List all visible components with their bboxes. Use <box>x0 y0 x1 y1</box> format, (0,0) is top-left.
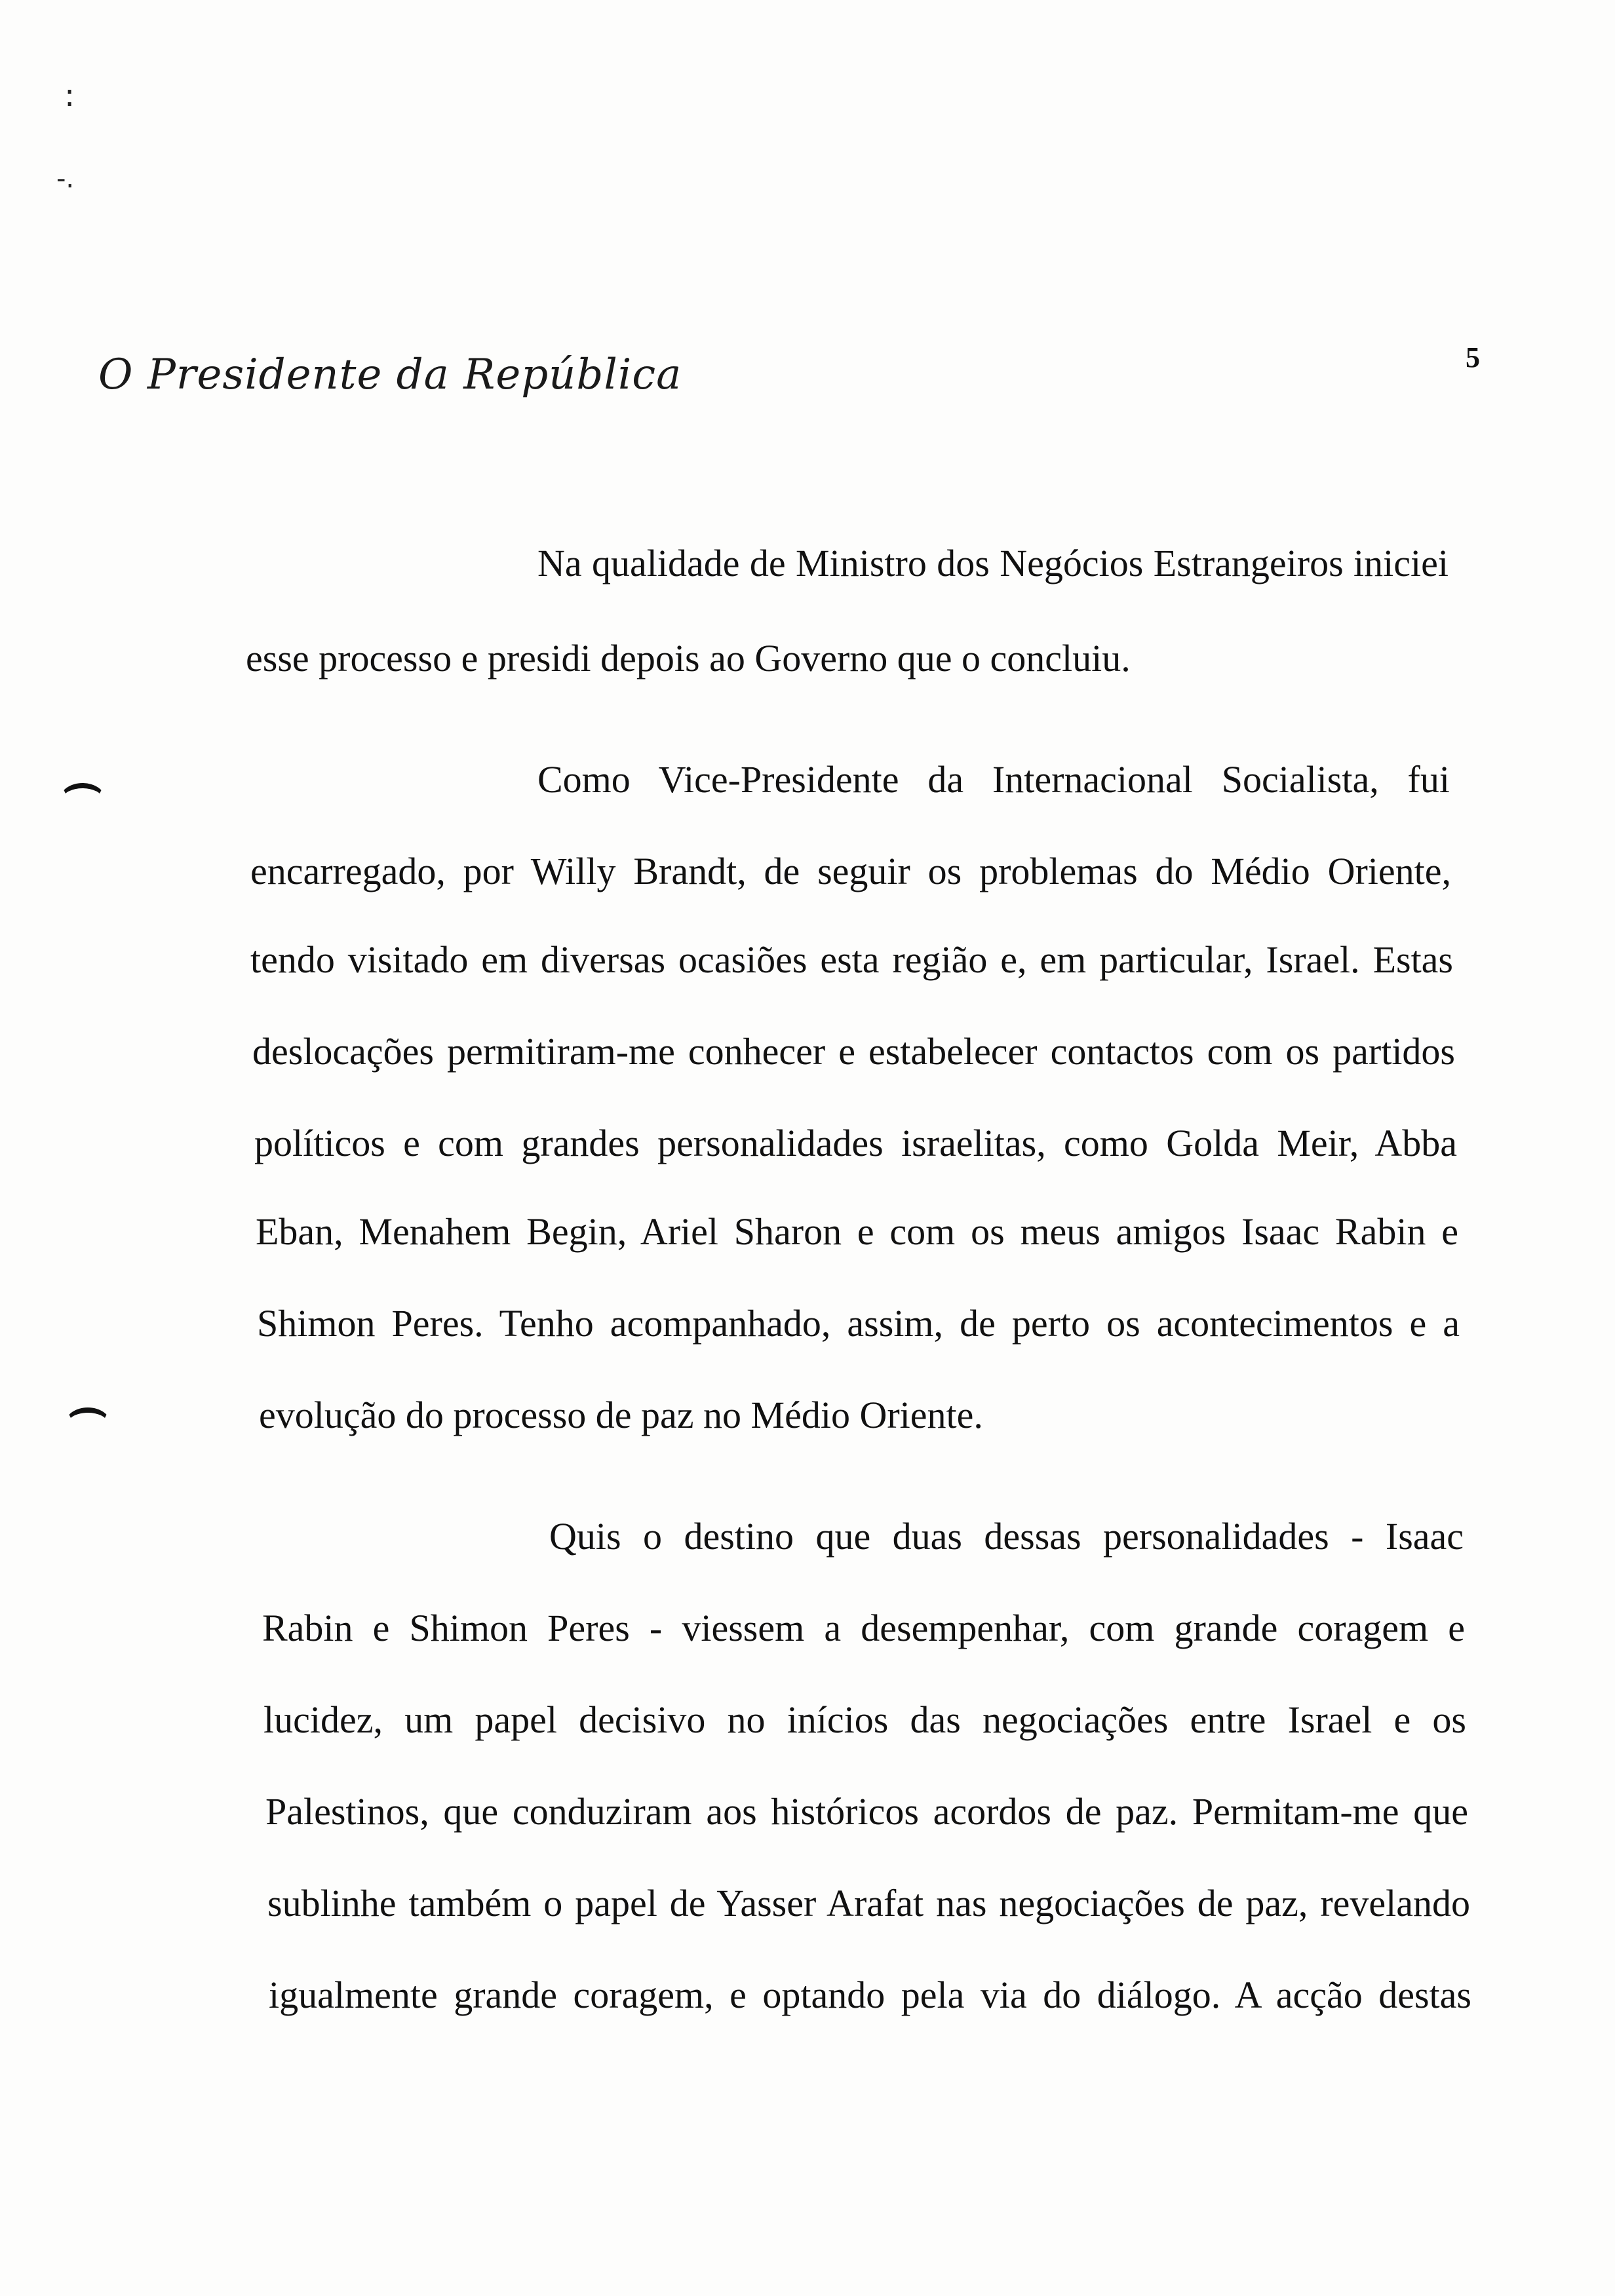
page-number: 5 <box>1466 341 1480 373</box>
paragraph-1-line-1: Na qualidade de Ministro dos Negócios Estrangeiros iniciei <box>537 542 1449 584</box>
paragraph-2-line-3: tendo visitado em diversas ocasiões esta região e, em particular, Israel. Estas <box>250 938 1453 981</box>
paragraph-3-line-3: lucidez, um papel decisivo no inícios das negociações entre Israel e os <box>263 1698 1466 1741</box>
letterhead-title: O Presidente da República <box>98 351 682 399</box>
paragraph-3-line-5: sublinhe também o papel de Yasser Arafat nas negociações de paz, revelando <box>267 1882 1470 1924</box>
paragraph-3-line-2: Rabin e Shimon Peres - viessem a desempenhar, com grande coragem e <box>262 1607 1465 1649</box>
binder-hole-mark-lower <box>66 1407 110 1439</box>
paragraph-2-line-8: evolução do processo de paz no Médio Oriente. <box>259 1394 983 1436</box>
binder-hole-mark-upper <box>60 783 105 814</box>
paragraph-2-line-1: Como Vice-Presidente da Internacional Socialista, fui <box>537 758 1450 801</box>
paragraph-2-line-5: políticos e com grandes personalidades israelitas, como Golda Meir, Abba <box>254 1122 1457 1164</box>
scan-mark-dot: -. <box>56 164 75 194</box>
paragraph-2-line-6: Eban, Menahem Begin, Ariel Sharon e com os meus amigos Isaac Rabin e <box>256 1210 1458 1253</box>
paragraph-2-line-2: encarregado, por Willy Brandt, de seguir os problemas do Médio Oriente, <box>250 850 1451 892</box>
paragraph-1-line-2: esse processo e presidi depois ao Governo que o concluiu. <box>246 637 1131 679</box>
scan-mark-colon: : <box>64 77 75 114</box>
paragraph-3-line-6: igualmente grande coragem, e optando pela via do diálogo. A acção destas <box>269 1974 1471 2016</box>
paragraph-3-line-1: Quis o destino que duas dessas personalidades - Isaac <box>549 1515 1464 1558</box>
paragraph-2-line-7: Shimon Peres. Tenho acompanhado, assim, de perto os acontecimentos e a <box>257 1302 1460 1345</box>
paragraph-3-line-4: Palestinos, que conduziram aos históricos acordos de paz. Permitam-me que <box>265 1790 1468 1833</box>
paragraph-2-line-4: deslocações permitiram-me conhecer e estabelecer contactos com os partidos <box>252 1030 1455 1073</box>
